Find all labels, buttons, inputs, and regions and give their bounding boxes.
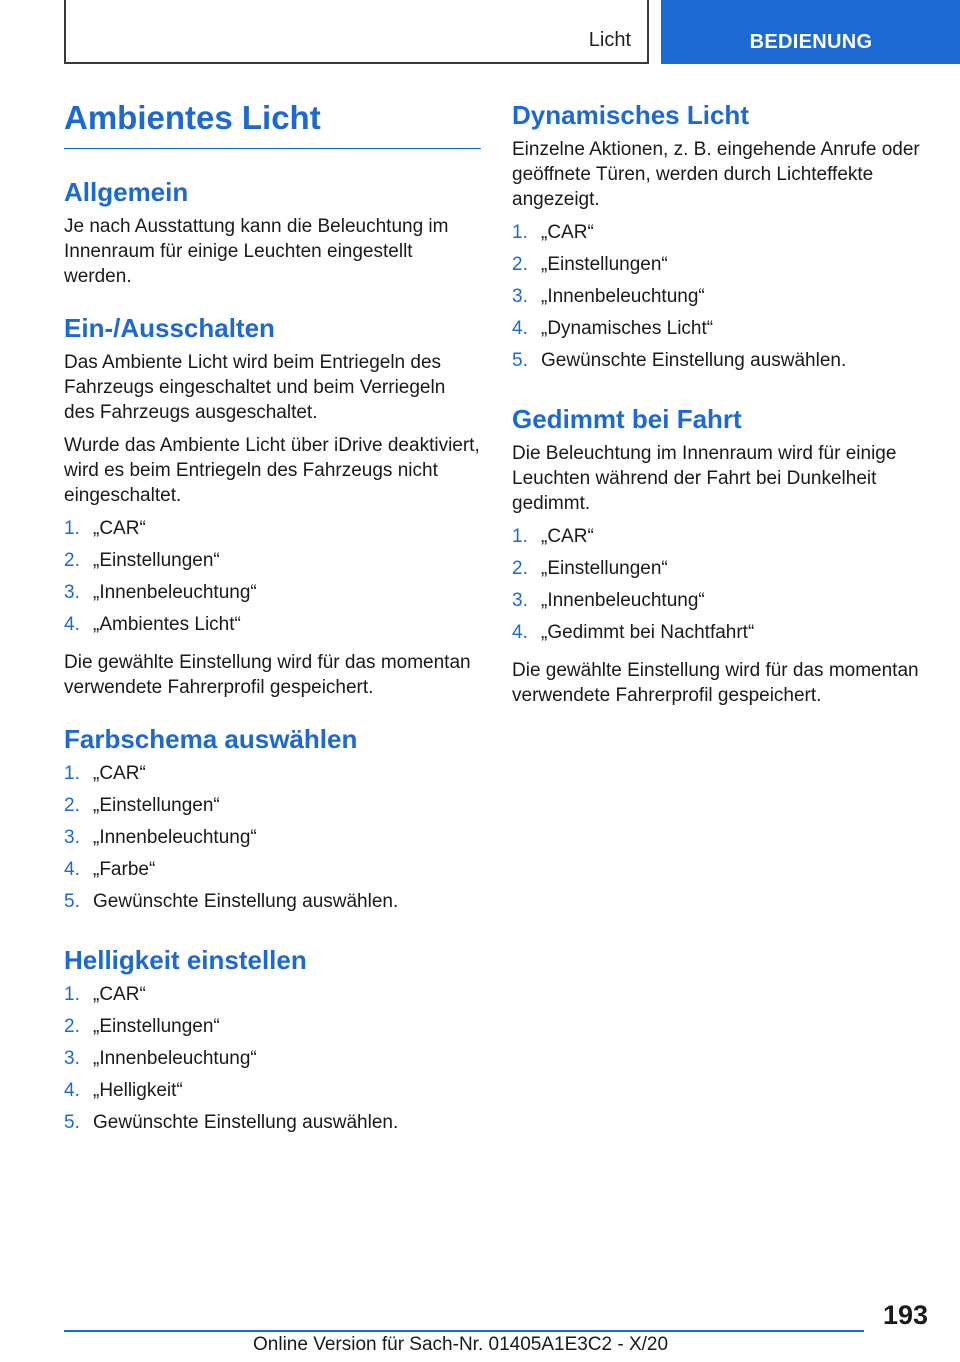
- paragraph-allgemein: Je nach Ausstattung kann die Beleuchtung im Innenraum für einige Leuchten eingestellt werden.: [64, 215, 449, 287]
- paragraph-ein-ausschalten-1: Das Ambiente Licht wird beim Entriegeln des Fahrzeugs eingeschaltet und beim Verriegeln des Fahrzeugs ausgeschaltet.: [64, 351, 446, 423]
- steps-ein-ausschalten: [64, 516, 481, 644]
- list-item: 3. „Innenbeleuchtung“: [64, 827, 257, 849]
- list-item: 2. „Einstellungen“: [64, 549, 220, 571]
- header-section-title: Licht: [588, 29, 631, 51]
- paragraph-dynamisches-licht: Einzelne Aktionen, z. B. eingehende Anrufe oder geöffnete Türen, werden durch Lichteffekte angezeigt.: [512, 139, 920, 211]
- list-item: 4. „Helligkeit“: [64, 1080, 183, 1102]
- list-item: 1. „CAR“: [64, 763, 146, 785]
- list-item: 3. „Innenbeleuchtung“: [512, 590, 705, 612]
- heading-allgemein: Allgemein: [64, 176, 189, 207]
- footer-divider: [64, 1330, 864, 1332]
- list-item: 1. „CAR“: [64, 517, 146, 539]
- list-item: 3. „Innenbeleuchtung“: [512, 286, 705, 308]
- list-item: 1. „CAR“: [512, 526, 594, 548]
- steps-farbschema: [64, 761, 481, 921]
- list-item: 4. „Gedimmt bei Nachtfahrt“: [512, 622, 755, 644]
- paragraph-ein-ausschalten-2: Wurde das Ambiente Licht über iDrive deaktiviert, wird es beim Entriegeln des Fahrzeugs nicht eingeschaltet.: [64, 434, 480, 506]
- heading-helligkeit: Helligkeit einstellen: [64, 945, 307, 976]
- list-item: 5. Gewünschte Einstellung auswählen.: [512, 350, 847, 372]
- heading-gedimmt-bei-fahrt: Gedimmt bei Fahrt: [512, 404, 742, 435]
- list-item: 4. „Farbe“: [64, 859, 156, 881]
- header-chapter-label: BEDIENUNG: [749, 31, 873, 53]
- page-title: Ambientes Licht: [64, 98, 481, 149]
- list-item: 4. „Dynamisches Licht“: [512, 318, 714, 340]
- steps-gedimmt-bei-fahrt: [512, 524, 924, 652]
- footer-version-text: Online Version für Sach-Nr. 01405A1E3C2 - X/20: [253, 1334, 669, 1355]
- steps-dynamisches-licht: [512, 220, 924, 380]
- paragraph-gedimmt-bei-fahrt-1: Die Beleuchtung im Innenraum wird für einige Leuchten während der Fahrt bei Dunkelheit gedimmt.: [512, 443, 897, 515]
- header-section-box: [64, 0, 649, 64]
- list-item: 1. „CAR“: [512, 222, 594, 244]
- steps-helligkeit: [64, 982, 481, 1142]
- heading-farbschema: Farbschema auswählen: [64, 723, 358, 754]
- heading-dynamisches-licht: Dynamisches Licht: [512, 100, 749, 130]
- list-item: 5. Gewünschte Einstellung auswählen.: [64, 891, 399, 913]
- right-column: [512, 98, 924, 716]
- paragraph-gedimmt-bei-fahrt-2: Die gewählte Einstellung wird für das momentan verwendete Fahrerprofil gespeichert.: [512, 660, 919, 707]
- list-item: 2. „Einstellungen“: [512, 254, 668, 276]
- list-item: 3. „Innenbeleuchtung“: [64, 581, 257, 603]
- list-item: 4. „Ambientes Licht“: [64, 613, 241, 635]
- header-chapter-tab: [661, 0, 960, 64]
- page-number: 193: [882, 1300, 928, 1330]
- left-column: [64, 98, 481, 1148]
- list-item: 2. „Einstellungen“: [64, 1016, 220, 1038]
- heading-ein-ausschalten: Ein-/Ausschalten: [64, 312, 275, 343]
- list-item: 5. Gewünschte Einstellung auswählen.: [64, 1112, 399, 1134]
- paragraph-ein-ausschalten-3: Die gewählte Einstellung wird für das momentan verwendete Fahrerprofil gespeichert.: [64, 651, 471, 698]
- list-item: 1. „CAR“: [64, 984, 146, 1006]
- list-item: 2. „Einstellungen“: [512, 558, 668, 580]
- list-item: 3. „Innenbeleuchtung“: [64, 1048, 257, 1070]
- list-item: 2. „Einstellungen“: [64, 795, 220, 817]
